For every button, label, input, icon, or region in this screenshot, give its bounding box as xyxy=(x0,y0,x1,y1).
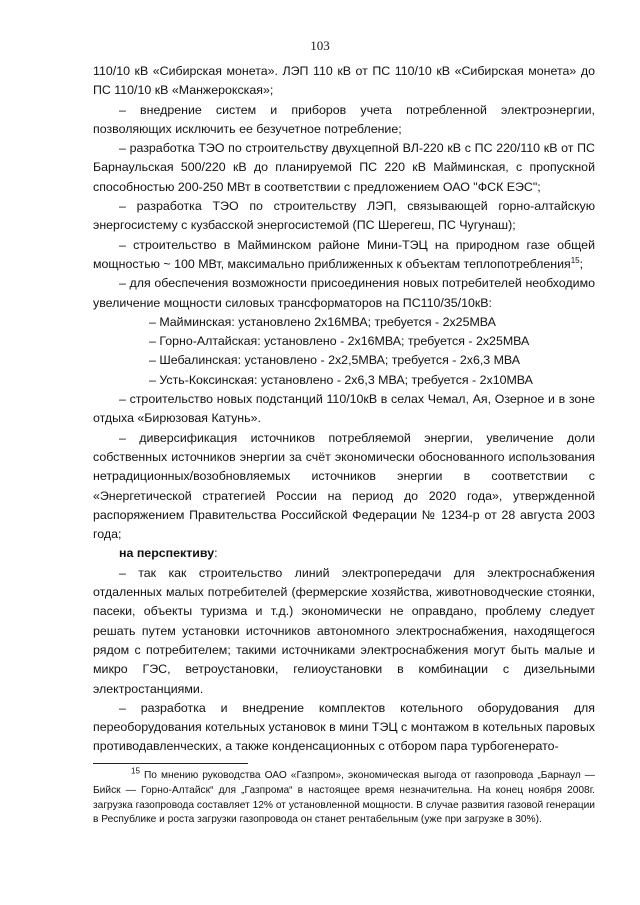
footnote xyxy=(93,766,595,828)
substation-item: – Горно-Алтайская: установлено - 2х16МВА; требуется - 2х25МВА xyxy=(149,334,530,349)
paragraph-text: – строительство в Майминском районе Мини-ТЭЦ на природном газе общей мощностью ~ 100 МВт, максимально приближенных к объектам теплопотребления xyxy=(93,237,595,271)
footnote-reference[interactable]: 15 xyxy=(570,255,580,265)
paragraph: – разработка и внедрение комплектов котельного оборудования для переоборудования котельных установок в мини ТЭЦ с монтажом в котельных паровых противодавленческих, а также конденсационных с отбором пара турбогенерато- xyxy=(93,700,595,754)
paragraph-text-end: ; xyxy=(579,256,584,271)
paragraph: – разработка ТЭО по строительству ЛЭП, связывающей горно-алтайскую энергосистему с кузбасской энергосистемой (ПС Шерегеш, ПС Чугунаш); xyxy=(93,199,595,233)
footnote-separator xyxy=(93,763,248,764)
section-heading-text: на перспективу xyxy=(119,546,215,561)
substation-item: – Усть-Коксинская: установлено - 2х6,3 МВА; требуется - 2х10МВА xyxy=(149,372,533,387)
main-text xyxy=(93,62,595,757)
substation-item: – Шебалинская: установлено - 2х2,5МВА; требуется - 2х6,3 МВА xyxy=(149,353,521,368)
paragraph: – внедрение систем и приборов учета потребленной электроэнергии, позволяющих исключить ее безучетное потребление; xyxy=(93,102,595,136)
footnote-number: 15 xyxy=(131,766,140,776)
paragraph-with-footnote xyxy=(93,236,595,275)
paragraph: 110/10 кВ «Сибирская монета». ЛЭП 110 кВ от ПС 110/10 кВ «Сибирская монета» до ПС 110/10 кВ «Манжерокская»; xyxy=(93,64,595,98)
paragraph: – разработка ТЭО по строительству двухцепной ВЛ-220 кВ с ПС 220/110 кВ от ПС Барнаульская 500/220 кВ до планируемой ПС 220 кВ Майминская, с пропускной способностью 200-250 МВт в соответствии с предложением ОАО "ФСК ЕЭС"; xyxy=(93,141,595,194)
section-heading-colon: : xyxy=(214,546,218,561)
section-heading xyxy=(93,544,595,563)
paragraph: – так как строительство линий электропередачи для электроснабжения отдаленных малых потребителей (фермерские хозяйства, животноводческие стоянки, пасеки, объекты туризма и т.д.) экономически не оправдано, проблему следует решать путем установки источников автономного электроснабжения, находящегося рядом с потребителем; такими источниками электроснабжения могут быть малые и микро ГЭС, ветроустановки, гелиоустановки в комбинации с дизельными электростанциями. xyxy=(93,565,595,696)
paragraph: – для обеспечения возможности присоединения новых потребителей необходимо увеличение мощности силовых трансформаторов на ПС110/35/10кВ: xyxy=(93,276,595,310)
footnote-text: По мнению руководства ОАО «Газпром», экономическая выгода от газопровода „Барнаул — Бийск — Горно-Алтайск“ для „Газпрома“ в настоящее время незначительна. На конец ноября 2008г. загрузка газопровода составляет 12% от установленной мощности. В случае развития газовой генерации в Республике и роста загрузки газопровода он станет рентабельным (уже при загрузке в 30%). xyxy=(93,770,595,826)
substation-item: – Майминская: установлено 2х16МВА; требуется - 2х25МВА xyxy=(149,314,496,329)
page-number: 103 xyxy=(310,38,330,53)
paragraph: – строительство новых подстанций 110/10кВ в селах Чемал, Ая, Озерное и в зоне отдыха «Бирюзовая Катунь». xyxy=(93,392,595,426)
paragraph: – диверсификация источников потребляемой энергии, увеличение доли собственных источников энергии за счёт экономически обоснованного использования нетрадиционных/возобновляемых источников энергии в соответствии с «Энергетической стратегией России на период до 2020 года», утвержденной распоряжением Правительства Российской Федерации № 1234-р от 28 августа 2003 года; xyxy=(93,430,595,542)
